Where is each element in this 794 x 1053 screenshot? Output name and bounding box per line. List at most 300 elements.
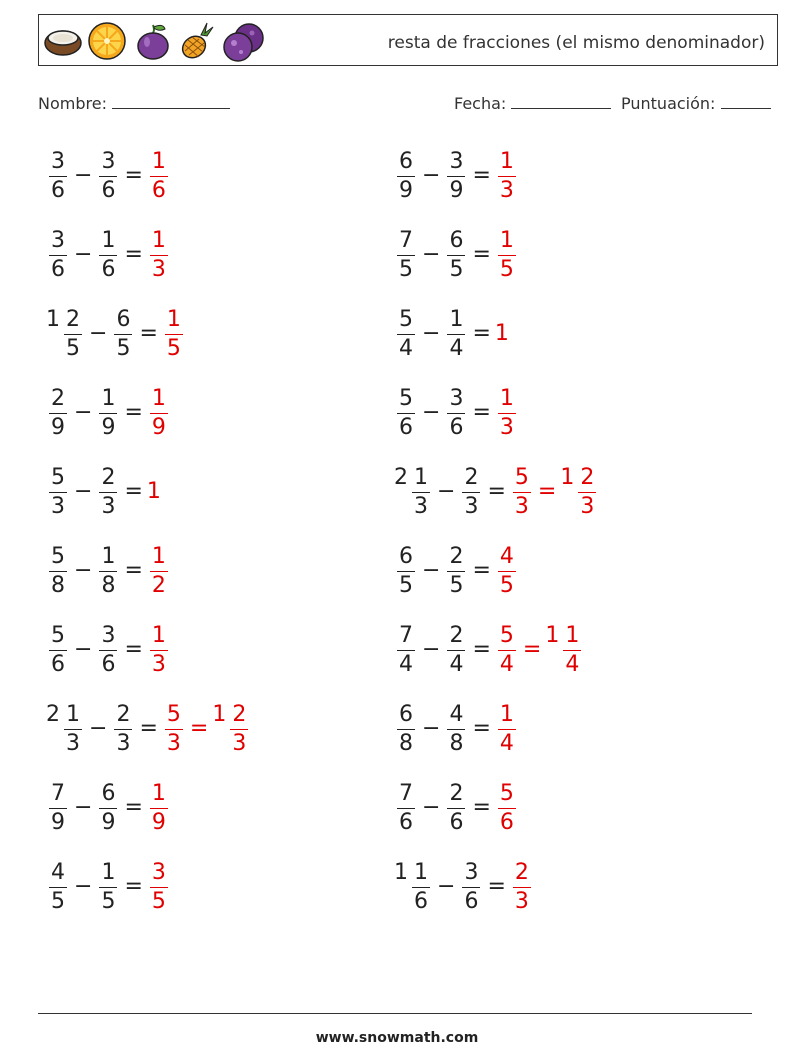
minus-sign: − — [437, 873, 456, 899]
subtrahend-denominator: 6 — [101, 256, 116, 282]
subtrahend-fraction — [462, 859, 480, 914]
subtrahend-numerator: 3 — [449, 385, 464, 411]
minuend-denominator: 9 — [51, 809, 65, 835]
equals-sign: = — [139, 320, 158, 346]
answer-fraction — [513, 464, 531, 519]
subtrahend-value — [444, 149, 468, 202]
answer-fraction — [150, 227, 168, 282]
subtrahend-numerator: 2 — [449, 780, 464, 806]
equals-sign: = — [124, 399, 143, 425]
minuend-fraction — [412, 859, 430, 914]
subtrahend-numerator: 6 — [101, 780, 116, 806]
minuend-value — [394, 386, 418, 439]
minuend-value — [46, 228, 70, 281]
minus-sign: − — [74, 478, 93, 504]
minuend-numerator: 7 — [399, 227, 413, 253]
answer-numerator: 1 — [151, 148, 166, 174]
subtrahend-denominator: 4 — [449, 651, 464, 677]
problem-item — [46, 777, 171, 837]
minuend-whole: 2 — [394, 464, 408, 490]
answer-denominator: 3 — [232, 730, 247, 756]
minuend-numerator: 6 — [399, 701, 413, 727]
minuend-fraction — [397, 227, 415, 282]
answer-denominator: 6 — [151, 177, 166, 203]
minuend-denominator: 8 — [51, 572, 65, 598]
answer-numerator: 5 — [499, 622, 514, 648]
minuend-numerator: 7 — [399, 780, 413, 806]
subtrahend-numerator: 6 — [116, 306, 131, 332]
minuend-numerator: 3 — [51, 148, 65, 174]
answer-numerator: 2 — [232, 701, 247, 727]
minuend-fraction — [49, 622, 67, 677]
subtrahend-numerator: 3 — [464, 859, 479, 885]
subtrahend-fraction — [447, 227, 465, 282]
minuend-fraction — [397, 780, 415, 835]
subtrahend-numerator: 6 — [449, 227, 464, 253]
subtrahend-denominator: 8 — [449, 730, 464, 756]
problem-item — [394, 540, 519, 600]
subtrahend-denominator: 4 — [449, 335, 464, 361]
minuend-denominator: 6 — [51, 256, 65, 282]
answer-fraction — [150, 543, 168, 598]
equals-sign: = — [487, 873, 506, 899]
equals-sign: = — [472, 399, 491, 425]
problem-item — [394, 856, 534, 916]
minus-sign: − — [422, 636, 441, 662]
equals-sign: = — [139, 715, 158, 741]
subtrahend-fraction — [99, 622, 117, 677]
subtrahend-numerator: 2 — [449, 622, 464, 648]
minuend-whole: 1 — [46, 306, 60, 332]
answer-whole: 1 — [212, 701, 227, 727]
equals-sign: = — [472, 557, 491, 583]
problem-item — [46, 856, 171, 916]
subtrahend-value — [96, 860, 120, 913]
answer-equals-sign: = — [189, 715, 209, 741]
answer-numerator: 1 — [499, 701, 514, 727]
subtrahend-numerator: 3 — [101, 622, 116, 648]
date-label: Fecha: — [454, 94, 507, 113]
answer-fraction — [498, 701, 516, 756]
answer-value — [545, 623, 584, 676]
minuend-denominator: 6 — [399, 414, 413, 440]
minus-sign: − — [74, 399, 93, 425]
minuend-fraction — [64, 701, 82, 756]
subtrahend-value — [96, 228, 120, 281]
subtrahend-denominator: 5 — [116, 335, 131, 361]
problem-item — [394, 382, 519, 442]
subtrahend-denominator: 9 — [449, 177, 464, 203]
subtrahend-value — [444, 623, 468, 676]
minuend-value — [46, 307, 85, 360]
answer-numerator: 1 — [166, 306, 181, 332]
subtrahend-fraction — [99, 148, 117, 203]
answer-value — [510, 860, 534, 913]
subtrahend-denominator: 6 — [449, 809, 464, 835]
answer-denominator: 3 — [499, 414, 514, 440]
minuend-numerator: 5 — [399, 306, 413, 332]
problem-item — [46, 540, 171, 600]
minuend-denominator: 3 — [414, 493, 428, 519]
answer-fraction — [150, 622, 168, 677]
answer-value — [147, 781, 171, 834]
minuend-value — [394, 465, 433, 518]
minus-sign: − — [74, 557, 93, 583]
subtrahend-denominator: 5 — [449, 572, 464, 598]
subtrahend-denominator: 6 — [464, 888, 479, 914]
minus-sign: − — [74, 241, 93, 267]
answer-value — [495, 228, 519, 281]
answer-denominator: 3 — [580, 493, 595, 519]
minus-sign: − — [422, 557, 441, 583]
answer-fraction — [150, 385, 168, 440]
answer-whole: 1 — [146, 478, 161, 504]
minuend-numerator: 6 — [399, 543, 413, 569]
minuend-fraction — [397, 701, 415, 756]
equals-sign: = — [124, 873, 143, 899]
subtrahend-fraction — [447, 622, 465, 677]
answer-value — [495, 149, 519, 202]
answer-fraction — [498, 622, 516, 677]
subtrahend-value — [96, 386, 120, 439]
subtrahend-fraction — [447, 701, 465, 756]
answer-numerator: 1 — [151, 543, 166, 569]
name-label: Nombre: — [38, 94, 107, 113]
answer-denominator: 5 — [151, 888, 166, 914]
equals-sign: = — [124, 636, 143, 662]
subtrahend-fraction — [114, 701, 132, 756]
answer-denominator: 3 — [499, 177, 514, 203]
answer-value — [147, 149, 171, 202]
minuend-value — [394, 544, 418, 597]
answer-value — [560, 465, 599, 518]
subtrahend-numerator: 1 — [101, 227, 116, 253]
problem-item — [46, 145, 171, 205]
subtrahend-fraction — [462, 464, 480, 519]
subtrahend-denominator: 3 — [116, 730, 131, 756]
answer-denominator: 4 — [499, 651, 514, 677]
answer-numerator: 1 — [151, 227, 166, 253]
subtrahend-value — [111, 702, 135, 755]
minuend-numerator: 2 — [51, 385, 65, 411]
answer-denominator: 6 — [499, 809, 514, 835]
subtrahend-fraction — [99, 385, 117, 440]
answer-fraction — [230, 701, 248, 756]
minuend-fraction — [397, 622, 415, 677]
subtrahend-denominator: 9 — [101, 414, 116, 440]
subtrahend-fraction — [99, 543, 117, 598]
minuend-value — [46, 623, 70, 676]
subtrahend-numerator: 1 — [101, 385, 116, 411]
minuend-fraction — [49, 859, 67, 914]
answer-whole: 1 — [494, 320, 509, 346]
problem-item — [46, 461, 162, 521]
equals-sign: = — [124, 478, 143, 504]
minuend-denominator: 6 — [51, 651, 65, 677]
answer-numerator: 3 — [151, 859, 166, 885]
minuend-fraction — [412, 464, 430, 519]
answer-denominator: 4 — [565, 651, 580, 677]
answer-fraction — [165, 701, 183, 756]
answer-numerator: 1 — [151, 385, 166, 411]
minuend-fraction — [49, 385, 67, 440]
subtrahend-numerator: 3 — [449, 148, 464, 174]
answer-value — [147, 623, 171, 676]
subtrahend-denominator: 9 — [101, 809, 116, 835]
minuend-value — [394, 781, 418, 834]
minuend-value — [46, 544, 70, 597]
problem-item — [46, 619, 171, 679]
minuend-numerator: 5 — [399, 385, 413, 411]
answer-fraction — [563, 622, 581, 677]
minuend-fraction — [49, 464, 67, 519]
equals-sign: = — [472, 162, 491, 188]
minuend-numerator: 3 — [51, 227, 65, 253]
subtrahend-fraction — [99, 780, 117, 835]
subtrahend-value — [96, 544, 120, 597]
subtrahend-fraction — [99, 227, 117, 282]
minuend-value — [394, 149, 418, 202]
subtrahend-value — [444, 781, 468, 834]
answer-value — [162, 702, 186, 755]
minuend-fraction — [64, 306, 82, 361]
answer-value — [147, 479, 162, 504]
subtrahend-fraction — [447, 306, 465, 361]
answer-denominator: 5 — [499, 572, 514, 598]
minus-sign: − — [437, 478, 456, 504]
minus-sign: − — [422, 162, 441, 188]
minuend-fraction — [49, 148, 67, 203]
answer-numerator: 2 — [580, 464, 595, 490]
answer-fraction — [150, 780, 168, 835]
subtrahend-fraction — [99, 859, 117, 914]
problem-item — [394, 224, 519, 284]
answer-numerator: 1 — [565, 622, 580, 648]
minuend-numerator: 7 — [51, 780, 65, 806]
answer-fraction — [498, 543, 516, 598]
answer-numerator: 1 — [151, 780, 166, 806]
minuend-numerator: 7 — [399, 622, 413, 648]
subtrahend-numerator: 1 — [101, 859, 116, 885]
minus-sign: − — [422, 241, 441, 267]
answer-fraction — [498, 385, 516, 440]
minuend-denominator: 6 — [51, 177, 65, 203]
minuend-numerator: 5 — [51, 543, 65, 569]
equals-sign: = — [472, 241, 491, 267]
minus-sign: − — [74, 162, 93, 188]
minuend-denominator: 5 — [399, 256, 413, 282]
minuend-whole: 2 — [46, 701, 60, 727]
subtrahend-denominator: 5 — [101, 888, 116, 914]
subtrahend-denominator: 3 — [101, 493, 116, 519]
minuend-numerator: 2 — [66, 306, 80, 332]
problem-item — [394, 303, 510, 363]
subtrahend-fraction — [447, 148, 465, 203]
minuend-fraction — [397, 543, 415, 598]
answer-fraction — [578, 464, 596, 519]
minus-sign: − — [422, 794, 441, 820]
answer-denominator: 4 — [499, 730, 514, 756]
minuend-fraction — [397, 306, 415, 361]
answer-value — [147, 386, 171, 439]
minuend-value — [46, 781, 70, 834]
answer-value — [495, 544, 519, 597]
answer-fraction — [165, 306, 183, 361]
answer-value — [510, 465, 534, 518]
subtrahend-numerator: 1 — [449, 306, 464, 332]
minuend-numerator: 1 — [66, 701, 80, 727]
subtrahend-denominator: 6 — [101, 651, 116, 677]
subtrahend-numerator: 2 — [116, 701, 131, 727]
subtrahend-fraction — [447, 543, 465, 598]
subtrahend-numerator: 4 — [449, 701, 464, 727]
footer-url[interactable]: www.snowmath.com — [315, 1030, 479, 1046]
equals-sign: = — [472, 715, 491, 741]
subtrahend-denominator: 6 — [101, 177, 116, 203]
equals-sign: = — [124, 162, 143, 188]
minuend-denominator: 8 — [399, 730, 413, 756]
minuend-numerator: 6 — [399, 148, 413, 174]
minuend-fraction — [397, 148, 415, 203]
subtrahend-numerator: 3 — [101, 148, 116, 174]
answer-whole: 1 — [545, 622, 560, 648]
minuend-whole: 1 — [394, 859, 408, 885]
minus-sign: − — [422, 399, 441, 425]
answer-fraction — [513, 859, 531, 914]
subtrahend-value — [444, 228, 468, 281]
minuend-denominator: 5 — [66, 335, 80, 361]
minuend-denominator: 5 — [399, 572, 413, 598]
answer-value — [495, 386, 519, 439]
minuend-fraction — [49, 227, 67, 282]
minuend-value — [394, 228, 418, 281]
minuend-value — [394, 623, 418, 676]
subtrahend-numerator: 2 — [101, 464, 116, 490]
minuend-numerator: 4 — [51, 859, 65, 885]
minuend-denominator: 4 — [399, 651, 413, 677]
answer-fraction — [498, 148, 516, 203]
equals-sign: = — [124, 794, 143, 820]
answer-fraction — [498, 780, 516, 835]
subtrahend-value — [444, 702, 468, 755]
answer-numerator: 5 — [499, 780, 514, 806]
subtrahend-fraction — [99, 464, 117, 519]
answer-denominator: 3 — [151, 256, 166, 282]
minus-sign: − — [74, 794, 93, 820]
problem-item — [46, 698, 251, 758]
minus-sign: − — [74, 873, 93, 899]
minuend-value — [46, 860, 70, 913]
answer-numerator: 1 — [499, 385, 514, 411]
subtrahend-value — [96, 623, 120, 676]
answer-fraction — [150, 148, 168, 203]
answer-value — [147, 860, 171, 913]
subtrahend-value — [444, 386, 468, 439]
answer-numerator: 4 — [499, 543, 514, 569]
answer-denominator: 3 — [151, 651, 166, 677]
subtrahend-denominator: 5 — [449, 256, 464, 282]
minuend-fraction — [49, 780, 67, 835]
answer-value — [495, 702, 519, 755]
answer-value — [495, 321, 510, 346]
equals-sign: = — [472, 794, 491, 820]
answer-fraction — [150, 859, 168, 914]
equals-sign: = — [124, 241, 143, 267]
worksheet-title: resta de fracciones (el mismo denominador) — [387, 33, 765, 53]
answer-equals-sign: = — [522, 636, 542, 662]
minuend-numerator: 5 — [51, 464, 65, 490]
answer-denominator: 2 — [151, 572, 166, 598]
minuend-denominator: 9 — [399, 177, 413, 203]
subtrahend-numerator: 2 — [464, 464, 479, 490]
answer-numerator: 5 — [514, 464, 529, 490]
minuend-denominator: 5 — [51, 888, 65, 914]
subtrahend-fraction — [114, 306, 132, 361]
subtrahend-value — [459, 860, 483, 913]
minuend-denominator: 3 — [66, 730, 80, 756]
answer-denominator: 3 — [514, 888, 529, 914]
answer-value — [495, 781, 519, 834]
problem-item — [394, 461, 599, 521]
answer-denominator: 5 — [499, 256, 514, 282]
minus-sign: − — [89, 320, 108, 346]
answer-denominator: 5 — [166, 335, 181, 361]
answer-value — [212, 702, 251, 755]
answer-fraction — [498, 227, 516, 282]
subtrahend-denominator: 6 — [449, 414, 464, 440]
minuend-numerator: 1 — [414, 464, 428, 490]
subtrahend-fraction — [447, 780, 465, 835]
answer-numerator: 2 — [514, 859, 529, 885]
problem-item — [394, 777, 519, 837]
answer-numerator: 5 — [166, 701, 181, 727]
answer-equals-sign: = — [537, 478, 557, 504]
minuend-value — [46, 149, 70, 202]
answer-denominator: 3 — [166, 730, 181, 756]
answer-denominator: 9 — [151, 809, 166, 835]
subtrahend-value — [96, 149, 120, 202]
minus-sign: − — [422, 715, 441, 741]
subtrahend-denominator: 3 — [464, 493, 479, 519]
equals-sign: = — [472, 320, 491, 346]
subtrahend-value — [459, 465, 483, 518]
problem-item — [394, 619, 584, 679]
subtrahend-denominator: 8 — [101, 572, 116, 598]
minuend-numerator: 5 — [51, 622, 65, 648]
problem-item — [46, 303, 186, 363]
minus-sign: − — [74, 636, 93, 662]
minuend-denominator: 4 — [399, 335, 413, 361]
answer-whole: 1 — [560, 464, 575, 490]
equals-sign: = — [124, 557, 143, 583]
minus-sign: − — [422, 320, 441, 346]
problem-item — [394, 145, 519, 205]
equals-sign: = — [487, 478, 506, 504]
minuend-value — [46, 702, 85, 755]
problem-item — [46, 382, 171, 442]
minuend-denominator: 3 — [51, 493, 65, 519]
problem-item — [394, 698, 519, 758]
score-label: Puntuación: — [621, 94, 716, 113]
minuend-value — [394, 702, 418, 755]
answer-denominator: 3 — [514, 493, 529, 519]
minuend-value — [46, 386, 70, 439]
answer-value — [162, 307, 186, 360]
minuend-denominator: 6 — [399, 809, 413, 835]
subtrahend-value — [96, 781, 120, 834]
subtrahend-fraction — [447, 385, 465, 440]
minuend-value — [46, 465, 70, 518]
